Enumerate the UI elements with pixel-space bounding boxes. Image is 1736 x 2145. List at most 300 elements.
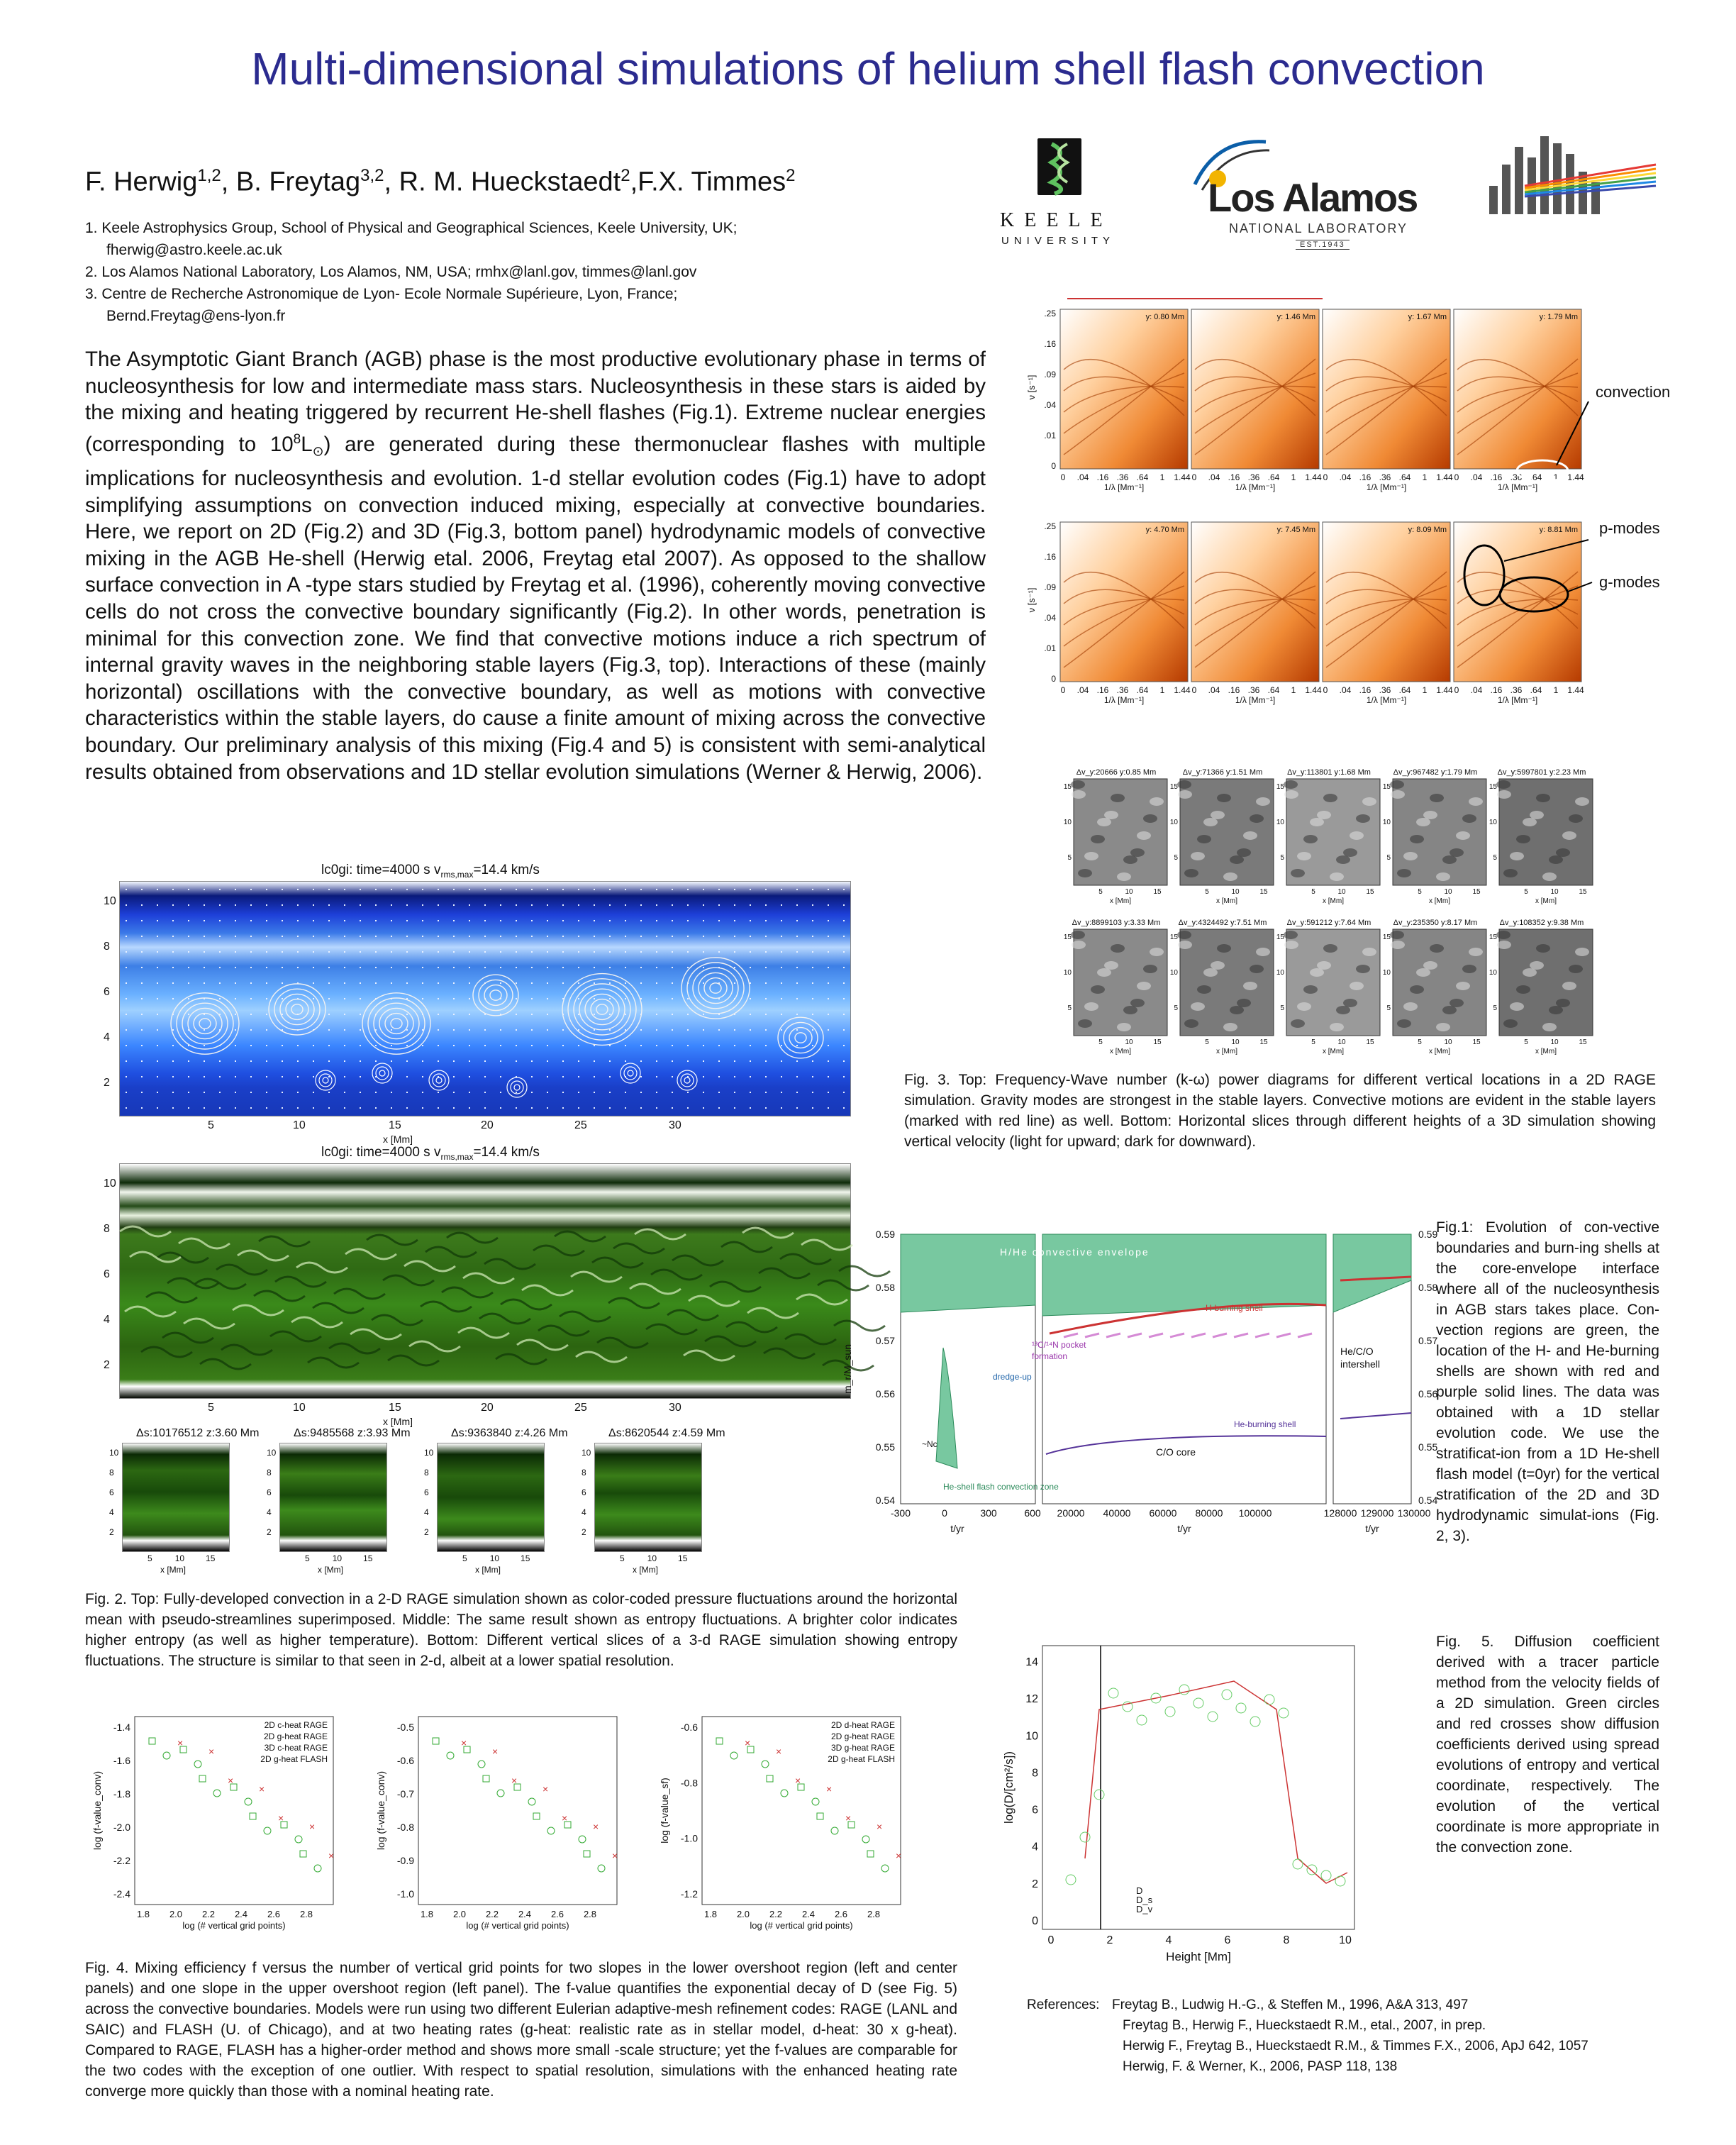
streamline-dot	[578, 1076, 579, 1077]
y-tick: 15	[1276, 933, 1284, 941]
streamline-dot	[765, 967, 767, 968]
streamline-dot	[204, 1060, 205, 1062]
streamline-dot	[235, 998, 236, 999]
x-tick: 129000	[1360, 1507, 1394, 1519]
y-tick: .01	[1044, 643, 1056, 653]
velocity-cell	[1450, 848, 1464, 857]
swirl	[458, 1328, 509, 1338]
swirl	[501, 1299, 552, 1309]
y-tick: 5	[1280, 854, 1284, 862]
y-tick: -2.4	[113, 1888, 130, 1900]
streamline-dot	[438, 920, 439, 921]
x-label: x [Mm]	[1216, 897, 1237, 905]
fig5-caption: Fig. 5. Diffusion coefficient derived with a tracer particle method from the velocity fields of a 2D simulation. Green circles and red crosses show diffusion coefficients derived using spread evolutions of entropy and vertical coordinate, respectively. The evolution of the vertical coordinate is more appropriate in the convection zone.	[1436, 1634, 1659, 1856]
x-tick: .04	[1208, 685, 1220, 695]
x-tick: .04	[1076, 685, 1089, 695]
x-tick: .16	[1096, 472, 1109, 482]
swirl	[742, 1228, 794, 1238]
y-tick: 15	[1489, 783, 1497, 791]
y-tick: -0.9	[396, 1855, 414, 1866]
streamline-dot	[656, 1092, 657, 1093]
x-tick: 0	[1323, 685, 1328, 695]
streamline-loop	[490, 990, 501, 1000]
data-marker: ×	[896, 1850, 902, 1861]
fig4-caption: Fig. 4. Mixing efficiency f versus the number of vertical grid points for two slopes in the lower overshoot region (left and center panels) and one slope in the upper overshoot region (left panel). The f-value quantifies the exponential decay of D (see Fig. 5) across the convective boundaries. Models were run using two different Eulerian adaptive-mesh refinement codes: RAGE (LANL and SAIC) and FLASH (U. of Chicago), and at two heating rates (g-heat: realistic rate as in stellar model, d-heat: 30 x g-heat). Compared to RAGE, FLASH has a higher-order method and shows more small -scale structure; yet the f-values are comparable for the two codes with the exception of one outlier. With respect to spatial resolution, simulations with the enhanced heating rate converge more quickly than those with a nominal heating rate.	[85, 1960, 957, 2100]
velocity-cell	[1530, 961, 1544, 970]
streamline-dot	[796, 998, 798, 999]
streamline-dot	[157, 1092, 158, 1093]
x-tick: .36	[1247, 472, 1260, 482]
x-tick: 2.4	[801, 1909, 816, 1919]
nc-label: ~Nc	[922, 1439, 937, 1449]
swirl	[345, 1249, 396, 1259]
streamline-dot	[204, 920, 205, 921]
y-tick: 2	[582, 1527, 586, 1537]
velocity-cell	[1350, 982, 1364, 990]
velocity-cell	[1510, 1002, 1524, 1011]
streamline-dot	[578, 1045, 579, 1046]
y-tick: 12	[1025, 1693, 1038, 1706]
y-tick: 10	[1489, 819, 1497, 826]
data-marker	[478, 1761, 485, 1768]
streamline-dot	[828, 920, 829, 921]
swirl	[221, 1345, 272, 1355]
slice-xticks	[620, 1553, 705, 1563]
streamline-dot	[375, 951, 377, 953]
x-tick: 1.44	[1567, 685, 1584, 695]
swirl	[785, 1334, 836, 1344]
streamline-loop	[699, 972, 733, 1003]
velocity-cell	[1390, 780, 1404, 789]
fig2-caption: Fig. 2. Top: Fully-developed convection in a 2-D RAGE simulation shown as color-coded pressure fluctuations around the horizontal mean with pseudo-streamlines superimposed. Middle: The same result shown as entropy fluctuations. A brighter color indicates higher entropy (as well as higher temperature). Bottom: Different vertical slices of a 3-d RAGE simulation showing entropy fluctuations. The structure is similar to that seen in 2-d, albeit at a lower spatial resolution.	[85, 1591, 957, 1669]
streamline-dot	[438, 1014, 439, 1015]
streamline-loop	[562, 974, 642, 1046]
panel-label: y: 7.45 Mm	[1276, 526, 1315, 534]
streamline-dot	[391, 1045, 392, 1046]
streamline-dot	[765, 951, 767, 953]
velocity-cell	[1330, 872, 1344, 881]
swirl	[705, 1336, 756, 1346]
swirl	[238, 1251, 289, 1260]
velocity-cell	[1303, 835, 1318, 843]
slice-panel	[106, 1427, 277, 1576]
streamline-loop	[596, 1004, 608, 1014]
velocity-cell	[1250, 814, 1264, 823]
streamline-dot	[796, 936, 798, 937]
x-label: x [Mm]	[1216, 1048, 1237, 1055]
velocity-cell	[1177, 780, 1191, 789]
lanl-subtitle: NATIONAL LABORATORY	[1229, 221, 1408, 235]
y-tick: 10	[267, 1448, 277, 1458]
streamline-dot	[781, 967, 782, 968]
streamline-dot	[656, 904, 657, 906]
y-tick: 6	[104, 1268, 110, 1280]
velocity-cell	[1562, 831, 1576, 840]
streamline-dot	[141, 998, 143, 999]
velocity-cell	[1416, 968, 1430, 977]
x-tick: 15	[1153, 888, 1162, 896]
x-tick: 0	[1454, 472, 1459, 482]
streamline-dot	[843, 1029, 845, 1031]
streamline-dot	[391, 1060, 392, 1062]
data-marker	[497, 1790, 504, 1797]
streamline-dot	[469, 920, 470, 921]
velocity-cell	[1230, 1006, 1244, 1014]
streamline-dot	[672, 1014, 673, 1015]
velocity-cell	[1469, 948, 1483, 956]
streamline-dot	[360, 1045, 361, 1046]
streamline-dot	[126, 904, 127, 906]
panel-label: y: 1.79 Mm	[1539, 313, 1578, 321]
x-tick: 128000	[1323, 1507, 1357, 1519]
swirl	[350, 1329, 401, 1339]
streamline-dot	[765, 1029, 767, 1031]
streamline-dot	[516, 904, 517, 906]
streamline-loop	[182, 1003, 228, 1044]
streamline-dot	[344, 1029, 345, 1031]
streamline-dot	[328, 889, 330, 890]
streamline-dot	[391, 967, 392, 968]
streamline-dot	[204, 1076, 205, 1077]
velocity-cell	[1510, 852, 1524, 860]
streamline-dot	[235, 936, 236, 937]
author-timmes: ,F.X. Timmes	[630, 167, 786, 197]
streamline-dot	[204, 1029, 205, 1031]
streamline-dot	[375, 936, 377, 937]
x-tick: 10	[1125, 888, 1133, 896]
swirl	[125, 1307, 176, 1317]
velocity-cell	[1284, 931, 1298, 939]
legend-entry: 2D g-heat FLASH	[828, 1754, 895, 1764]
streamline-dot	[578, 1014, 579, 1015]
x-tick: 300	[980, 1507, 997, 1519]
y-tick: -0.8	[680, 1777, 698, 1789]
streamline-loop	[778, 1017, 823, 1058]
velocity-cell	[1072, 941, 1086, 949]
streamline-dot	[375, 904, 377, 906]
velocity-cell	[1137, 831, 1151, 840]
streamline-dot	[531, 936, 533, 937]
swirl	[313, 1303, 364, 1313]
fig3-annotation-g-modes: g-modes	[1599, 573, 1660, 591]
streamline-dot	[391, 1092, 392, 1093]
velocity-cell	[1330, 1023, 1344, 1031]
fig2-top-yaxis	[104, 895, 118, 1108]
streamline-loop	[473, 975, 518, 1016]
velocity-cell	[1436, 1023, 1450, 1031]
y-tick: 8	[582, 1468, 586, 1478]
velocity-cell	[1243, 982, 1257, 990]
data-marker: ×	[593, 1821, 599, 1832]
streamline-dot	[313, 951, 314, 953]
velocity-cell	[1143, 814, 1157, 823]
velocity-cell	[1403, 852, 1418, 860]
slice-label: Δv_y:108352 y:9.38 Mm	[1499, 919, 1584, 927]
streamline-dot	[516, 998, 517, 999]
poster-title: Multi-dimensional simulations of helium shell flash convection	[251, 43, 1485, 94]
streamline-dot	[453, 889, 455, 890]
x-label: x [Mm]	[1535, 1048, 1557, 1055]
x-tick: 2.2	[201, 1909, 216, 1919]
streamline-dot	[469, 998, 470, 999]
streamline-dot	[172, 1107, 174, 1109]
velocity-cell	[1091, 835, 1105, 843]
streamline-dot	[578, 1060, 579, 1062]
swirl	[496, 1354, 547, 1364]
streamline-dot	[172, 1076, 174, 1077]
fig2-top-title	[321, 863, 540, 880]
streamline-dot	[781, 1029, 782, 1031]
streamline-dot	[328, 1107, 330, 1109]
streamline-loop	[795, 1033, 806, 1043]
streamline-dot	[406, 1045, 408, 1046]
streamline-dot	[765, 1092, 767, 1093]
data-marker	[831, 1827, 838, 1834]
x-tick: .04	[1208, 472, 1220, 482]
slice-xticks	[148, 1553, 233, 1563]
data-marker	[264, 1827, 271, 1834]
streamline-dot	[297, 951, 299, 953]
streamline-dot	[235, 1045, 236, 1046]
x-tick: .04	[1076, 472, 1089, 482]
streamline-dot	[250, 936, 252, 937]
streamline-dot	[828, 967, 829, 968]
streamline-dot	[172, 1092, 174, 1093]
streamline-dot	[765, 998, 767, 999]
velocity-cell	[1072, 790, 1086, 799]
streamline-dot	[781, 920, 782, 921]
streamline-dot	[219, 998, 221, 999]
streamline-dot	[282, 904, 283, 906]
streamline-loop	[274, 989, 320, 1030]
velocity-cell	[1462, 965, 1476, 973]
streamline-dot	[188, 904, 189, 906]
diffusion-circle	[1335, 1876, 1345, 1886]
fig3-annotation-convection: convection	[1596, 383, 1671, 401]
x-tick: 2	[1106, 1934, 1113, 1946]
streamline-dot	[204, 936, 205, 937]
x-tick: 1	[1159, 472, 1165, 482]
velocity-cell	[1123, 855, 1137, 864]
streamline-loop	[704, 978, 727, 999]
streamline-dot	[516, 936, 517, 937]
swirl	[667, 1310, 718, 1320]
x-tick: .64	[1530, 472, 1542, 482]
x-label: x [Mm]	[383, 1416, 413, 1427]
velocity-cell	[1291, 1019, 1305, 1028]
velocity-cell	[1111, 794, 1125, 802]
streamline-dot	[406, 936, 408, 937]
streamline-dot	[422, 982, 423, 984]
streamline-dot	[656, 1107, 657, 1109]
streamline-loop	[436, 1077, 442, 1083]
streamline-dot	[235, 1076, 236, 1077]
streamline-dot	[812, 998, 813, 999]
streamline-dot	[781, 936, 782, 937]
data-marker	[812, 1798, 819, 1805]
y-tick: 4	[424, 1507, 429, 1517]
y-tick: -1.4	[113, 1722, 130, 1733]
swirl	[275, 1277, 326, 1287]
data-marker: ×	[259, 1783, 265, 1795]
streamline-dot	[282, 998, 283, 999]
y-tick: 15	[1063, 933, 1072, 941]
x-label: 1/λ [Mm⁻¹]	[1366, 482, 1407, 492]
y-tick: 4	[104, 1314, 110, 1326]
streamline-dot	[516, 1060, 517, 1062]
streamline-dot	[360, 904, 361, 906]
streamline-dot	[703, 1092, 704, 1093]
streamline-dot	[360, 1014, 361, 1015]
keele-logo	[989, 138, 1131, 252]
streamline-dot	[547, 1076, 548, 1077]
streamline-dot	[500, 951, 501, 953]
streamline-dot	[484, 920, 486, 921]
streamline-dot	[640, 889, 642, 890]
streamline-dot	[750, 998, 751, 999]
lanl-logo	[1174, 135, 1429, 248]
logo-bar	[1489, 186, 1498, 214]
fig4-plots	[92, 1695, 972, 1951]
streamline-dot	[594, 936, 595, 937]
x-tick: 0	[1454, 685, 1459, 695]
streamline-dot	[687, 1060, 689, 1062]
streamline-dot	[422, 998, 423, 999]
streamline-dot	[297, 936, 299, 937]
data-marker	[862, 1836, 869, 1843]
streamline-dot	[828, 1076, 829, 1077]
velocity-cell	[1284, 941, 1298, 949]
velocity-cell	[1317, 811, 1331, 819]
streamline-loop	[684, 1077, 690, 1083]
streamline-dot	[375, 1107, 377, 1109]
streamline-dot	[843, 889, 845, 890]
streamline-dot	[282, 951, 283, 953]
streamline-dot	[500, 1060, 501, 1062]
streamline-dot	[422, 1045, 423, 1046]
x-tick: 5	[1418, 888, 1422, 896]
x-tick: 1.44	[1436, 472, 1453, 482]
abstract-lsun: L	[301, 432, 313, 456]
streamline-dot	[796, 1107, 798, 1109]
diffusion-circle	[1208, 1712, 1218, 1722]
streamline-dot	[266, 1045, 267, 1046]
streamline-dot	[703, 936, 704, 937]
affiliation-line: 3. Centre de Recherche Astronomique de Lyon- Ecole Normale Supérieure, Lyon, France;	[85, 286, 678, 302]
swirl	[522, 1285, 573, 1295]
streamline-dot	[843, 982, 845, 984]
streamline-dot	[703, 1014, 704, 1015]
streamline-dot	[609, 889, 611, 890]
x-tick: 15	[1579, 888, 1587, 896]
flash-label: He-shell flash convection zone	[943, 1482, 1059, 1492]
velocity-cell	[1575, 797, 1589, 806]
streamline-dot	[188, 1107, 189, 1109]
streamline-dot	[469, 1029, 470, 1031]
streamline-dot	[422, 951, 423, 953]
streamline-dot	[640, 951, 642, 953]
y-label: ν [s⁻¹]	[1026, 587, 1037, 613]
velocity-cell	[1362, 948, 1376, 956]
streamline-dot	[609, 967, 611, 968]
streamline-dot	[141, 904, 143, 906]
streamline-dot	[157, 1076, 158, 1077]
y-tick: 10	[1063, 969, 1072, 977]
streamline-dot	[734, 1029, 735, 1031]
x-label: t/yr	[1177, 1523, 1191, 1534]
streamline-loop	[291, 1004, 303, 1014]
streamline-dot	[765, 982, 767, 984]
streamline-loop	[376, 1067, 389, 1080]
kw-panel	[1323, 522, 1450, 682]
streamline-dot	[157, 889, 158, 890]
y-tick: 4	[109, 1507, 114, 1517]
streamline-dot	[157, 967, 158, 968]
streamline-dot	[843, 951, 845, 953]
streamline-dot	[781, 998, 782, 999]
streamline-dot	[250, 1076, 252, 1077]
streamline-dot	[828, 1045, 829, 1046]
streamline-dot	[126, 1045, 127, 1046]
kw-panel	[1060, 522, 1188, 682]
swirl	[179, 1238, 230, 1248]
x-tick: 5	[620, 1553, 625, 1563]
slice-panel	[421, 1427, 591, 1576]
streamline-dot	[375, 1045, 377, 1046]
velocity-cell	[1104, 811, 1118, 819]
streamline-dot	[250, 1060, 252, 1062]
streamline-dot	[718, 951, 720, 953]
streamline-dot	[328, 920, 330, 921]
streamline-dot	[313, 967, 314, 968]
x-tick: 30	[669, 1119, 681, 1131]
x-tick: 2.2	[769, 1909, 783, 1919]
y-tick: -0.5	[396, 1722, 414, 1733]
keele-wordmark: KEELE	[1000, 209, 1113, 231]
streamline-dot	[266, 1092, 267, 1093]
streamline-dot	[313, 1092, 314, 1093]
streamline-dot	[828, 889, 829, 890]
data-marker	[250, 1813, 256, 1819]
streamline-dot	[781, 1060, 782, 1062]
streamline-dot	[828, 904, 829, 906]
y-tick: 2	[104, 1077, 110, 1089]
streamline-dot	[204, 951, 205, 953]
streamline-dot	[188, 889, 189, 890]
velocity-cell	[1503, 869, 1518, 877]
x-tick: 15	[389, 1119, 401, 1131]
data-marker	[547, 1827, 555, 1834]
streamline-dot	[656, 998, 657, 999]
author-freytag: , B. Freytag	[221, 167, 361, 197]
data-marker: ×	[511, 1775, 518, 1786]
dredge-label: dredge-up	[993, 1372, 1032, 1382]
x-tick: 15	[1472, 1038, 1481, 1046]
x-tick: .36	[1379, 472, 1391, 482]
x-label: log (# vertical grid points)	[466, 1920, 569, 1931]
slice-label: Δv_y:20666 y:0.85 Mm	[1076, 768, 1157, 777]
streamline-dot	[297, 967, 299, 968]
streamline-dot	[297, 1045, 299, 1046]
streamline-dot	[328, 1014, 330, 1015]
legend-entry: D_s	[1136, 1895, 1153, 1905]
streamline-dot	[516, 920, 517, 921]
data-marker	[579, 1836, 586, 1843]
streamline-dot	[812, 936, 813, 937]
streamline-loop	[784, 1022, 818, 1053]
legend-entry: D_v	[1136, 1904, 1153, 1914]
envelope-label: H/He convective envelope	[1000, 1246, 1150, 1258]
